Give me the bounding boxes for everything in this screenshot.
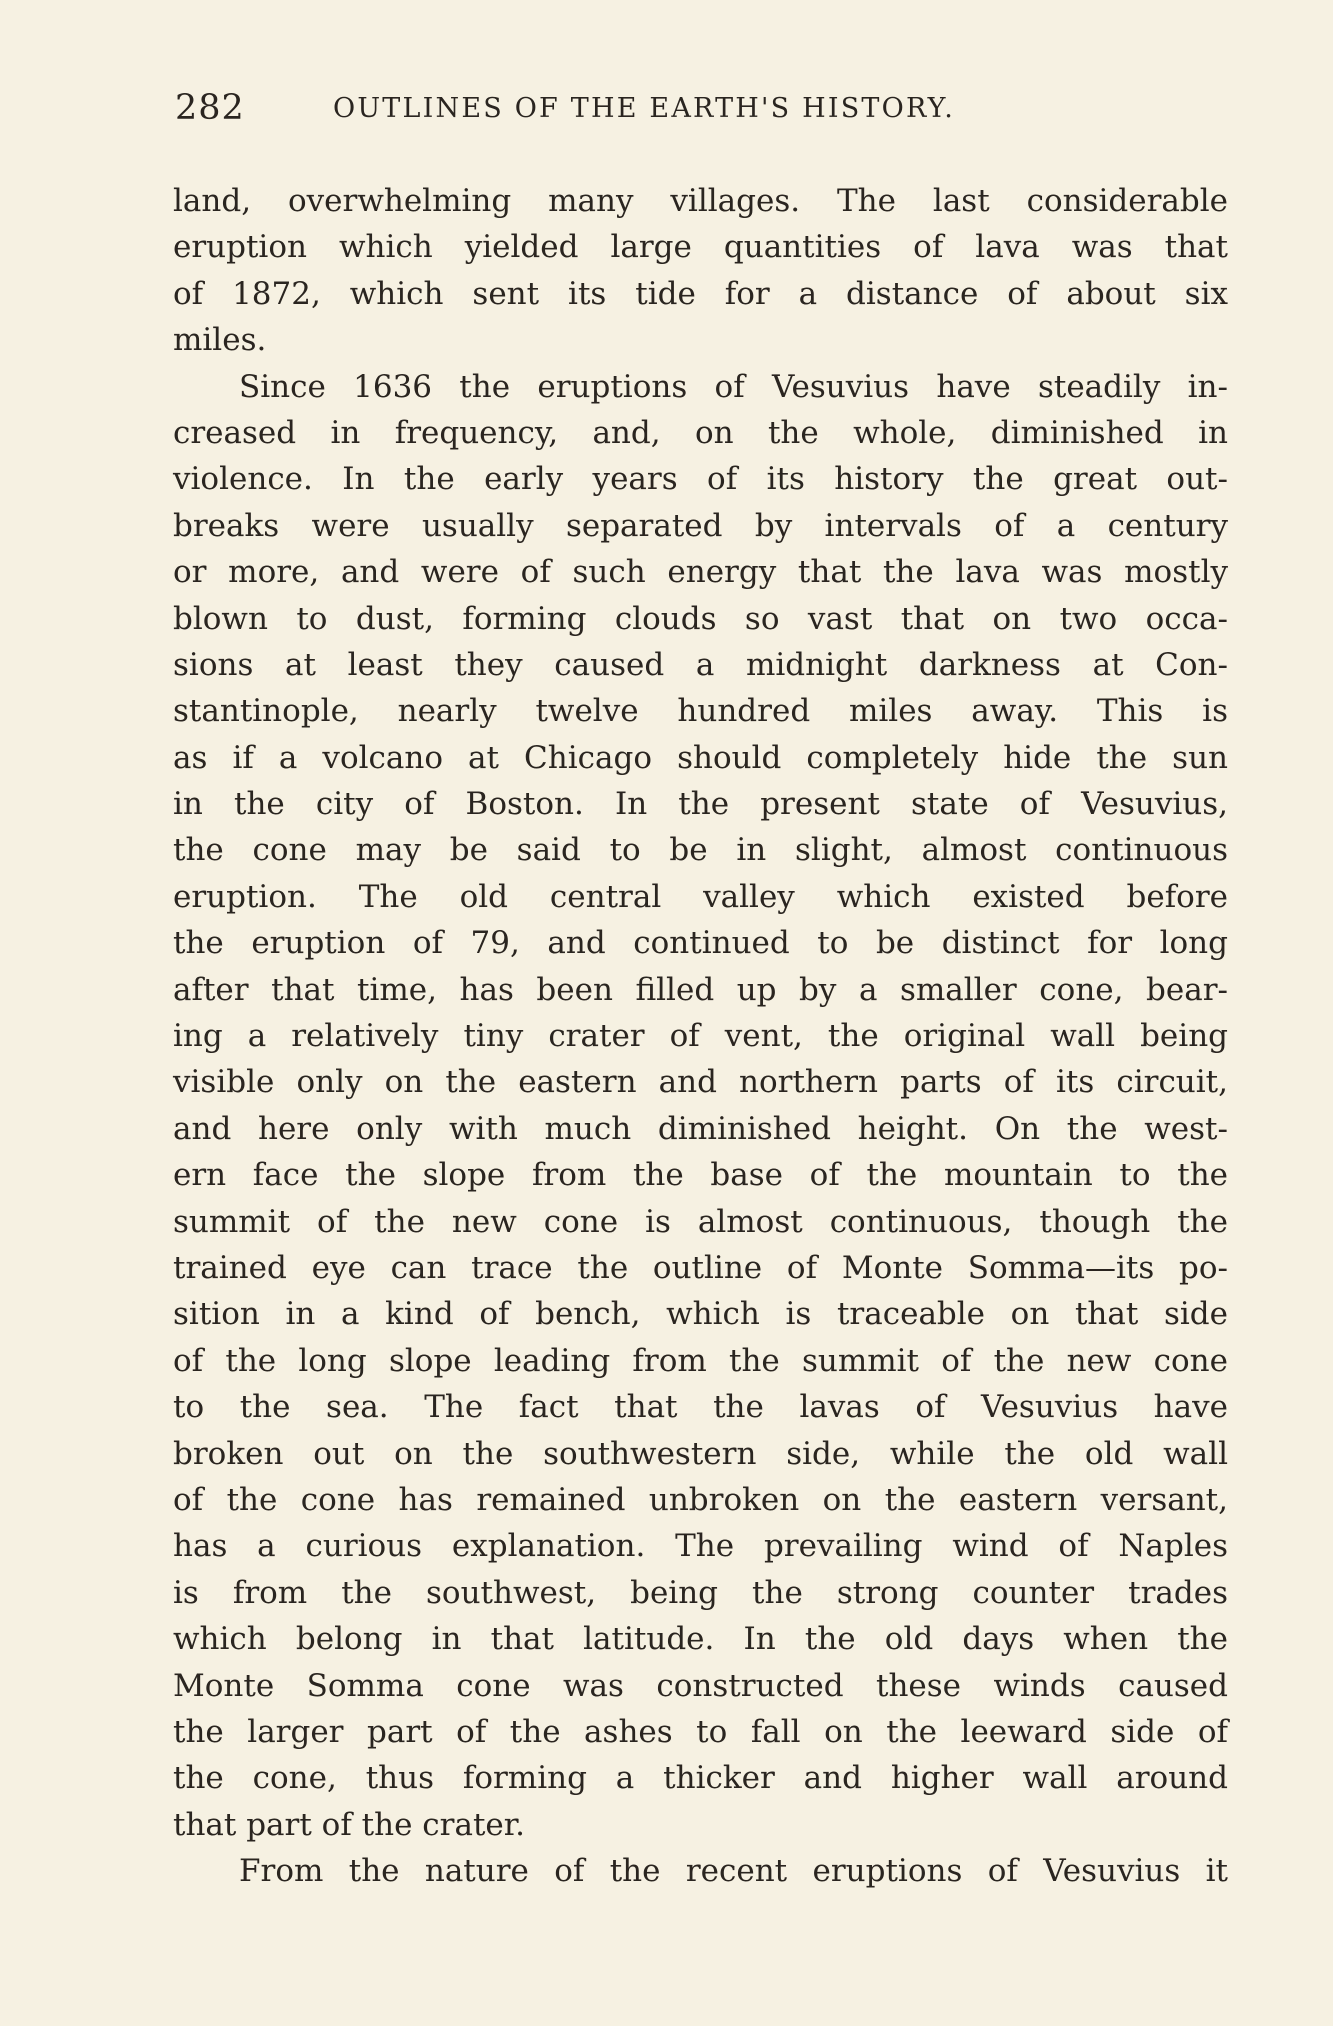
text-line: Since 1636 the eruptions of Vesuvius have steadily in-: [239, 368, 1228, 405]
text-line: sions at least they caused a midnight darkness at Con-: [173, 646, 1228, 683]
text-line: violence. In the early years of its history the great out-: [173, 461, 1228, 498]
text-line: summit of the new cone is almost continuous, though the: [173, 1203, 1228, 1240]
text-line: the cone may be said to be in slight, almost continuous: [173, 832, 1228, 869]
text-line: to the sea. The fact that the lavas of Vesuvius have: [173, 1389, 1228, 1426]
text-line: Monte Somma cone was constructed these winds caused: [173, 1667, 1228, 1704]
text-line: after that time, has been filled up by a smaller cone, bear-: [173, 971, 1228, 1008]
running-title: OUTLINES OF THE EARTH'S HISTORY.: [333, 93, 956, 124]
text-line: is from the southwest, being the strong counter trades: [173, 1574, 1228, 1611]
text-line: of the cone has remained unbroken on the eastern versant,: [173, 1481, 1228, 1518]
text-line: or more, and were of such energy that the lava was mostly: [173, 554, 1228, 591]
text-line: and here only with much diminished height. On the west-: [173, 1110, 1228, 1147]
text-line: the cone, thus forming a thicker and higher wall around: [173, 1760, 1228, 1797]
text-line: ern face the slope from the base of the mountain to the: [173, 1157, 1228, 1194]
text-line: eruption. The old central valley which existed before: [173, 878, 1228, 915]
text-line: of 1872, which sent its tide for a distance of about six: [173, 275, 1228, 312]
text-line: land, overwhelming many villages. The last considerable: [173, 183, 1228, 219]
text-line: which belong in that latitude. In the old days when the: [173, 1621, 1228, 1658]
text-line: visible only on the eastern and northern parts of its circuit,: [173, 1064, 1228, 1101]
text-line: From the nature of the recent eruptions of Vesuvius it: [239, 1853, 1228, 1890]
text-line: breaks were usually separated by intervals of a century: [173, 507, 1228, 544]
text-line: miles.: [173, 322, 267, 359]
running-head: [175, 88, 1230, 138]
text-line: sition in a kind of bench, which is traceable on that side: [173, 1296, 1228, 1333]
text-line: ing a relatively tiny crater of vent, the original wall being: [173, 1018, 1228, 1055]
text-line: stantinople, nearly twelve hundred miles away. This is: [173, 693, 1228, 730]
text-line: that part of the crater.: [173, 1806, 526, 1843]
text-line: as if a volcano at Chicago should completely hide the sun: [173, 739, 1228, 776]
text-line: of the long slope leading from the summit of the new cone: [173, 1342, 1228, 1379]
text-line: blown to dust, forming clouds so vast that on two occa-: [173, 600, 1228, 637]
text-line: eruption which yielded large quantities of lava was that: [173, 229, 1228, 266]
text-line: the eruption of 79, and continued to be distinct for long: [173, 925, 1228, 962]
text-line: trained eye can trace the outline of Monte Somma—its po-: [173, 1249, 1228, 1286]
text-line: broken out on the southwestern side, while the old wall: [173, 1435, 1228, 1472]
text-line: has a curious explanation. The prevailing wind of Naples: [173, 1528, 1228, 1565]
text-line: the larger part of the ashes to fall on the leeward side of: [173, 1713, 1228, 1750]
page-number: 282: [175, 88, 245, 128]
text-line: in the city of Boston. In the present state of Vesuvius,: [173, 786, 1228, 823]
body-text: [173, 178, 1228, 1894]
text-line: creased in frequency, and, on the whole, diminished in: [173, 414, 1228, 451]
